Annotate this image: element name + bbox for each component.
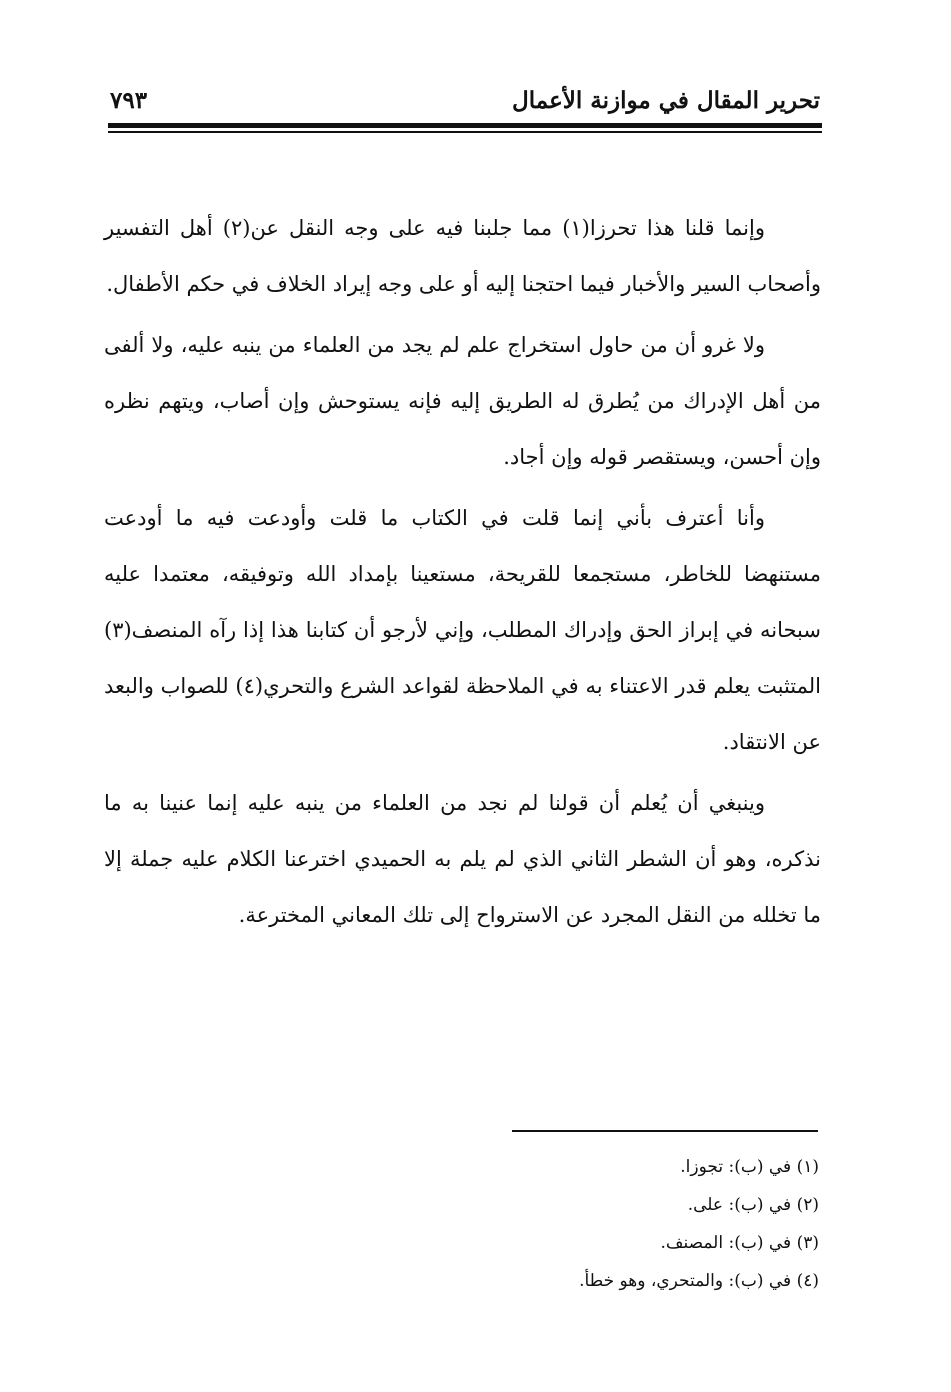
paragraph-4: وينبغي أن يُعلم أن قولنا لم نجد من العلماء من ينبه عليه إنما عنينا به ما نذكره، وهو أن الشطر الثاني الذي لم يلم به الحميدي اخترعنا الكلام عليه جملة إلا ما تخلله من النقل المجرد عن الاسترواح إلى تلك المعاني المخترعة. xyxy=(104,791,821,927)
footnote-separator xyxy=(512,1130,818,1132)
footnote-3: (٣) في (ب): المصنف. xyxy=(660,1233,819,1253)
main-text xyxy=(104,200,821,948)
footnote-4: (٤) في (ب): والمتحري، وهو خطأ. xyxy=(579,1271,819,1291)
footnote-2: (٢) في (ب): على. xyxy=(687,1195,819,1215)
page-number: ٧٩٣ xyxy=(110,87,148,114)
running-title: تحرير المقال في موازنة الأعمال xyxy=(512,87,820,114)
footnote-1: (١) في (ب): تجوزا. xyxy=(680,1157,819,1177)
paragraph-3: وأنا أعترف بأني إنما قلت في الكتاب ما قلت وأودعت فيه ما أودعت مستنهضا للخاطر، مستجمعا للقريحة، مستعينا بإمداد الله وتوفيقه، معتمدا عليه سبحانه في إبراز الحق وإدراك المطلب، وإني لأرجو أن كتابنا هذا إذا رآه المنصف(٣) المتثبت يعلم قدر الاعتناء به في الملاحظة لقواعد الشرع والتحري(٤) للصواب والبعد عن الانتقاد. xyxy=(104,506,821,754)
header-rule-thick xyxy=(108,123,822,128)
header-rule-thin xyxy=(108,131,822,133)
footnotes xyxy=(399,1148,819,1300)
paragraph-1: وإنما قلنا هذا تحرزا(١) مما جلبنا فيه على وجه النقل عن(٢) أهل التفسير وأصحاب السير والأخبار فيما احتجنا إليه أو على وجه إيراد الخلاف في حكم الأطفال. xyxy=(104,216,821,296)
page-header xyxy=(110,86,820,116)
paragraph-2: ولا غرو أن من حاول استخراج علم لم يجد من العلماء من ينبه عليه، ولا ألفى من أهل الإدراك من يُطرق له الطريق إليه فإنه يستوحش وإن أصاب، ويتهم نظره وإن أحسن، ويستقصر قوله وإن أجاد. xyxy=(104,333,821,469)
